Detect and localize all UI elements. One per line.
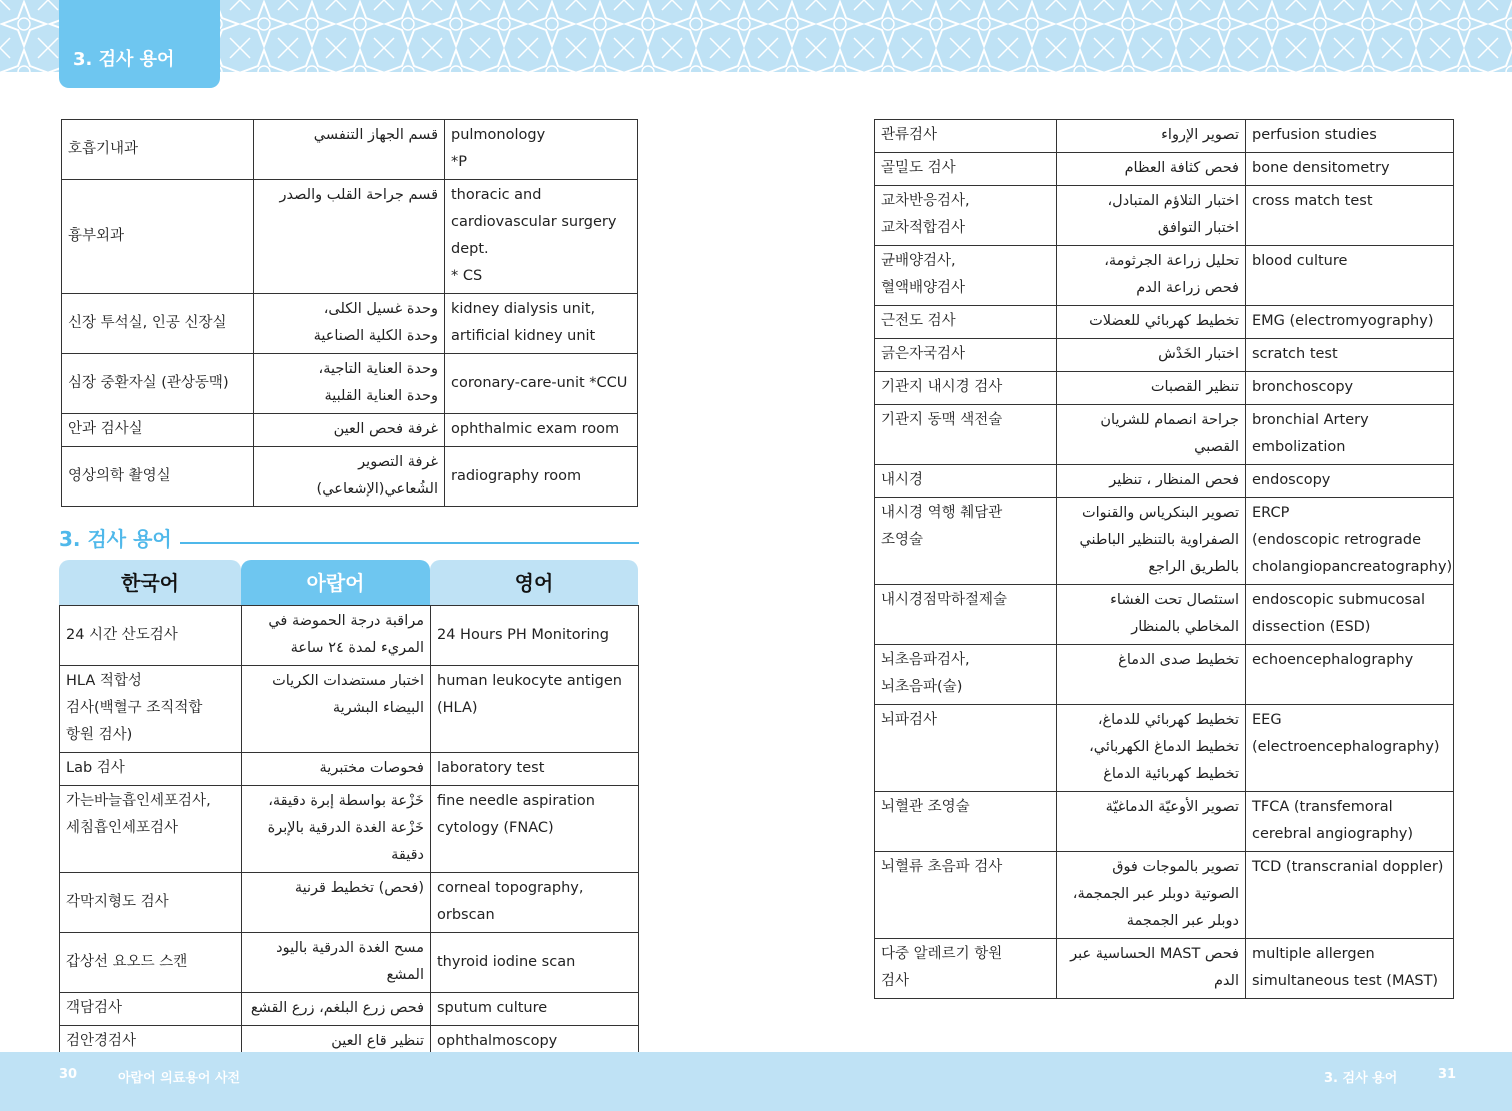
table-row [62, 354, 638, 414]
cell-korean: 검안경검사 [60, 1026, 242, 1059]
cell-english: corneal topography, orbscan [431, 873, 639, 933]
right-terms-body [875, 120, 1454, 999]
cell-arabic: غرفة التصوير الشُعاعي(الإشعاعي) [254, 447, 445, 507]
table-row [875, 153, 1454, 186]
cell-english: bronchial Artery embolization [1246, 405, 1454, 465]
cell-korean: 24 시간 산도검사 [60, 606, 242, 666]
table-row [60, 873, 639, 933]
cell-korean: 뇌초음파검사, 뇌초음파(술) [875, 645, 1057, 705]
cell-english: radiography room [445, 447, 638, 507]
cell-arabic: اختبار التلاؤم المتبادل، اختبار التوافق [1057, 186, 1246, 246]
cell-arabic: (فحص) تخطيط قرنية [242, 873, 431, 933]
cell-arabic: خَزْعة بواسطة إبرة دقيقة، خَزْعة الغدة الدرقية بالإبرة دقيقة [242, 786, 431, 873]
cell-english: kidney dialysis unit, artificial kidney unit [445, 294, 638, 354]
cell-arabic: جراحة انصمام للشريان القصبي [1057, 405, 1246, 465]
cell-korean: 내시경점막하절제술 [875, 585, 1057, 645]
cell-korean: 각막지형도 검사 [60, 873, 242, 933]
cell-english: multiple allergen simultaneous test (MAST) [1246, 939, 1454, 999]
cell-arabic: قسم الجهاز التنفسي [254, 120, 445, 180]
table-row [875, 465, 1454, 498]
cell-english: ophthalmic exam room [445, 414, 638, 447]
cell-korean: 골밀도 검사 [875, 153, 1057, 186]
cell-korean: 근전도 검사 [875, 306, 1057, 339]
section-title: 3. 검사 용어 [59, 527, 172, 551]
cell-korean: 다중 알레르기 항원 검사 [875, 939, 1057, 999]
table-row [60, 606, 639, 666]
table-row [60, 666, 639, 753]
table-row [62, 180, 638, 294]
geometric-pattern-icon [0, 0, 1512, 72]
cell-korean: 가는바늘흡인세포검사, 세침흡인세포검사 [60, 786, 242, 873]
cell-arabic: وحدة العناية التاجية، وحدة العناية القلبية [254, 354, 445, 414]
cell-korean: 균배양검사, 혈액배양검사 [875, 246, 1057, 306]
cell-korean: 심장 중환자실 (관상동맥) [62, 354, 254, 414]
table-row [62, 447, 638, 507]
cell-english: 24 Hours PH Monitoring [431, 606, 639, 666]
footer-bar [0, 1052, 1512, 1111]
cell-korean: 영상의학 촬영실 [62, 447, 254, 507]
cell-korean: 긁은자국검사 [875, 339, 1057, 372]
cell-english: bone densitometry [1246, 153, 1454, 186]
table-row [875, 405, 1454, 465]
book-title: 아랍어 의료용어 사전 [118, 1071, 241, 1086]
cell-arabic: فحص MAST الحساسية عبر الدم [1057, 939, 1246, 999]
cell-english: TFCA (transfemoral cerebral angiography) [1246, 792, 1454, 852]
right-page-number: 31 [1438, 1067, 1457, 1082]
cell-arabic: فحص زرع البلغم، زرع القشع [242, 993, 431, 1026]
cell-english: fine needle aspiration cytology (FNAC) [431, 786, 639, 873]
column-header-korean: 한국어 [59, 560, 241, 606]
cell-korean: 뇌파검사 [875, 705, 1057, 792]
cell-arabic: اختبار مستضدات الكريات البيضاء البشرية [242, 666, 431, 753]
cell-arabic: تصوير الإرواء [1057, 120, 1246, 153]
cell-korean: 관류검사 [875, 120, 1057, 153]
table-row [875, 339, 1454, 372]
cell-arabic: تخطيط صدى الدماغ [1057, 645, 1246, 705]
table-row [62, 294, 638, 354]
table-row [875, 306, 1454, 339]
cell-arabic: مسح الغدة الدرقية باليود المشع [242, 933, 431, 993]
column-header-arabic: 아랍어 [241, 560, 430, 606]
cell-arabic: فحص كثافة العظام [1057, 153, 1246, 186]
cell-english: endoscopic submucosal dissection (ESD) [1246, 585, 1454, 645]
top-terms-table [61, 119, 638, 507]
table-row [875, 246, 1454, 306]
right-terms-table [874, 119, 1454, 999]
cell-english: TCD (transcranial doppler) [1246, 852, 1454, 939]
chapter-tab-label: 3. 검사 용어 [73, 49, 175, 70]
table-row [875, 120, 1454, 153]
left-page-number: 30 [59, 1067, 78, 1082]
cell-english: bronchoscopy [1246, 372, 1454, 405]
cell-arabic: تخطيط كهربائي للدماغ، تخطيط الدماغ الكهربائي، تخطيط كهربائية الدماغ [1057, 705, 1246, 792]
cell-english: echoencephalography [1246, 645, 1454, 705]
cell-korean: 안과 검사실 [62, 414, 254, 447]
table-row [875, 585, 1454, 645]
cell-english: ophthalmoscopy [431, 1026, 639, 1059]
cell-korean: 흉부외과 [62, 180, 254, 294]
cell-korean: 기관지 동맥 색전술 [875, 405, 1057, 465]
cell-english: coronary-care-unit *CCU [445, 354, 638, 414]
cell-english: laboratory test [431, 753, 639, 786]
cell-korean: HLA 적합성 검사(백혈구 조직적합 항원 검사) [60, 666, 242, 753]
cell-english: EEG (electroencephalography) [1246, 705, 1454, 792]
cell-arabic: فحوصات مختبرية [242, 753, 431, 786]
cell-arabic: غرفة فحص العين [254, 414, 445, 447]
cell-english: human leukocyte antigen (HLA) [431, 666, 639, 753]
cell-arabic: تصوير الأوعيّة الدماغيّة [1057, 792, 1246, 852]
cell-korean: 내시경 역행 췌담관 조영술 [875, 498, 1057, 585]
table-row [60, 786, 639, 873]
cell-korean: 기관지 내시경 검사 [875, 372, 1057, 405]
table-row [62, 120, 638, 180]
table-row [60, 933, 639, 993]
table-row [875, 939, 1454, 999]
cell-english: ERCP (endoscopic retrograde cholangiopancreatography) [1246, 498, 1454, 585]
cell-korean: 뇌혈류 초음파 검사 [875, 852, 1057, 939]
cell-korean: 뇌혈관 조영술 [875, 792, 1057, 852]
cell-arabic: تحليل زراعة الجرثومة، فحص زراعة الدم [1057, 246, 1246, 306]
cell-arabic: وحدة غسيل الكلى، وحدة الكلية الصناعية [254, 294, 445, 354]
table-row [875, 852, 1454, 939]
table-row [60, 993, 639, 1026]
left-terms-table [59, 605, 639, 1059]
cell-english: endoscopy [1246, 465, 1454, 498]
cell-korean: 내시경 [875, 465, 1057, 498]
cell-english: sputum culture [431, 993, 639, 1026]
table-row [875, 186, 1454, 246]
cell-english: EMG (electromyography) [1246, 306, 1454, 339]
cell-korean: 갑상선 요오드 스캔 [60, 933, 242, 993]
chapter-tab [59, 0, 220, 88]
cell-arabic: تنظير القصبات [1057, 372, 1246, 405]
cell-english: scratch test [1246, 339, 1454, 372]
left-terms-body [60, 606, 639, 1059]
cell-arabic: مراقبة درجة الحموضة في المريء لمدة ٢٤ ساعة [242, 606, 431, 666]
cell-english: thyroid iodine scan [431, 933, 639, 993]
top-terms-body [62, 120, 638, 507]
table-row [62, 414, 638, 447]
cell-korean: 객담검사 [60, 993, 242, 1026]
cell-english: blood culture [1246, 246, 1454, 306]
section-divider [180, 542, 639, 544]
cell-korean: 교차반응검사, 교차적합검사 [875, 186, 1057, 246]
cell-arabic: تخطيط كهربائي للعضلات [1057, 306, 1246, 339]
cell-arabic: فحص المنظار ، تنظير [1057, 465, 1246, 498]
cell-korean: 호흡기내과 [62, 120, 254, 180]
table-row [875, 498, 1454, 585]
table-row [875, 372, 1454, 405]
top-banner [0, 0, 1512, 72]
cell-korean: 신장 투석실, 인공 신장실 [62, 294, 254, 354]
cell-arabic: قسم جراحة القلب والصدر [254, 180, 445, 294]
cell-english: cross match test [1246, 186, 1454, 246]
column-header-english: 영어 [430, 560, 638, 606]
right-section-label: 3. 검사 용어 [1324, 1071, 1398, 1086]
table-row [875, 645, 1454, 705]
table-row [875, 705, 1454, 792]
cell-korean: Lab 검사 [60, 753, 242, 786]
cell-english: perfusion studies [1246, 120, 1454, 153]
cell-arabic: تنظير قاع العين [242, 1026, 431, 1059]
cell-arabic: استئصال تحت الغشاء المخاطي بالمنظار [1057, 585, 1246, 645]
cell-arabic: اختبار الخَدْش [1057, 339, 1246, 372]
cell-english: thoracic and cardiovascular surgery dept. * CS [445, 180, 638, 294]
table-row [60, 753, 639, 786]
table-row [875, 792, 1454, 852]
cell-arabic: تصوير البنكرياس والقنوات الصفراوية بالتنظير الباطني بالطريق الراجع [1057, 498, 1246, 585]
cell-english: pulmonology *P [445, 120, 638, 180]
cell-arabic: تصوير بالموجات فوق الصوتية دوبلر عبر الجمجمة، دوبلر عبر الجمجمة [1057, 852, 1246, 939]
